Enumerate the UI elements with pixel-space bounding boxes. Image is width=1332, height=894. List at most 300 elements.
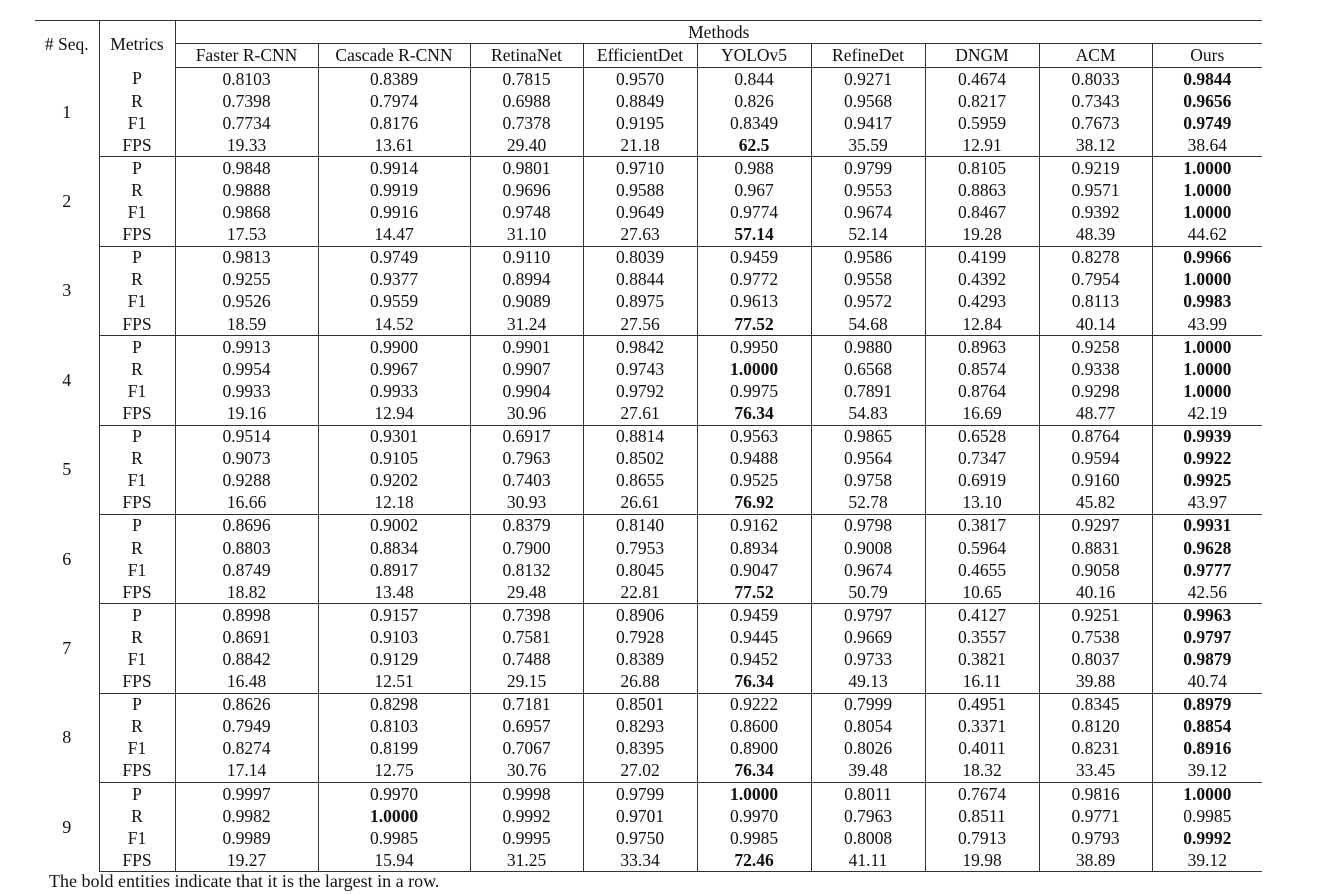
results-table [35,20,1262,872]
metric-value: 0.4392 [925,269,1039,291]
table-row [35,448,1262,470]
metric-value: 0.8105 [925,157,1039,180]
table-row [35,626,1262,648]
metric-value: 15.94 [318,849,470,872]
metric-value: 38.64 [1152,134,1262,157]
metric-label: F1 [99,559,175,581]
metric-value: 0.9771 [1039,805,1152,827]
metric-value: 0.9103 [318,626,470,648]
table-row [35,514,1262,537]
metric-label: FPS [99,134,175,157]
method-header-ours: Ours [1152,44,1262,68]
table-row [35,783,1262,806]
metric-value: 0.8008 [811,827,925,849]
metric-value: 0.8764 [925,380,1039,402]
metric-value: 0.9772 [697,269,811,291]
metric-value: 0.8502 [583,448,697,470]
metric-value: 0.8349 [697,112,811,134]
metric-value: 0.4011 [925,738,1039,760]
metric-value: 0.9073 [175,448,318,470]
metric-value: 0.9669 [811,626,925,648]
table-row [35,537,1262,559]
metric-value: 40.16 [1039,581,1152,604]
metric-value: 0.8963 [925,336,1039,359]
sequence-number: 9 [35,783,99,872]
metric-value: 52.78 [811,492,925,515]
metric-value: 62.5 [697,134,811,157]
table-row [35,470,1262,492]
sequence-group-3 [35,246,1262,335]
metric-value: 0.9157 [318,604,470,627]
metric-value: 0.9445 [697,626,811,648]
metric-value: 38.89 [1039,849,1152,872]
metric-value: 17.53 [175,224,318,247]
metric-value: 13.61 [318,134,470,157]
metric-value: 0.9202 [318,470,470,492]
metric-value: 1.0000 [1183,358,1232,379]
metric-value: 0.9571 [1039,179,1152,201]
metric-value: 0.9649 [583,202,697,224]
metric-value: 0.9392 [1039,202,1152,224]
metric-value: 0.8389 [318,68,470,91]
table-header [35,21,1262,68]
metric-value: 30.96 [470,402,583,425]
metric-value: 0.6957 [470,716,583,738]
metric-value: 1.0000 [697,358,811,380]
metric-value: 0.9553 [811,179,925,201]
metric-value: 12.18 [318,492,470,515]
metric-value: 27.02 [583,760,697,783]
metric-label: FPS [99,760,175,783]
metric-value: 0.9966 [1183,247,1232,268]
metric-value: 0.8199 [318,738,470,760]
metric-label: F1 [99,291,175,313]
metric-value: 0.9816 [1039,783,1152,806]
table-row [35,402,1262,425]
metric-value: 0.9748 [470,202,583,224]
metric-value: 26.61 [583,492,697,515]
metric-value: 0.8844 [583,269,697,291]
metric-value: 0.9813 [175,246,318,269]
metric-value: 0.9297 [1039,514,1152,537]
metric-value: 27.56 [583,313,697,336]
metric-value: 0.8293 [583,716,697,738]
metric-value: 0.9674 [811,202,925,224]
metric-value: 0.9933 [175,380,318,402]
metric-value: 16.69 [925,402,1039,425]
metric-value: 0.9710 [583,157,697,180]
metric-value: 0.9844 [1183,68,1232,89]
metric-value: 0.9933 [318,380,470,402]
sequence-number: 2 [35,157,99,246]
metric-value: 0.7891 [811,380,925,402]
metric-value: 0.967 [697,179,811,201]
metric-value: 31.10 [470,224,583,247]
metric-value: 0.9129 [318,648,470,670]
metric-value: 0.8696 [175,514,318,537]
metric-label: P [99,246,175,269]
metric-value: 0.8345 [1039,693,1152,716]
metric-value: 35.59 [811,134,925,157]
metric-value: 42.56 [1152,581,1262,604]
metric-value: 0.8113 [1039,291,1152,313]
metric-value: 14.52 [318,313,470,336]
metric-value: 57.14 [697,224,811,247]
table-row [35,738,1262,760]
metric-value: 0.9526 [175,291,318,313]
metric-value: 0.8231 [1039,738,1152,760]
metric-value: 0.7378 [470,112,583,134]
metric-value: 0.9798 [811,514,925,537]
metric-value: 0.9774 [697,202,811,224]
metric-value: 0.6528 [925,425,1039,448]
metric-label: F1 [99,380,175,402]
metric-value: 39.88 [1039,671,1152,694]
metric-value: 0.8900 [697,738,811,760]
metric-value: 31.25 [470,849,583,872]
metric-value: 1.0000 [1183,157,1232,178]
sequence-number: 1 [35,68,99,157]
table-row [35,492,1262,515]
metric-value: 0.5964 [925,537,1039,559]
metric-value: 0.7538 [1039,626,1152,648]
metric-label: R [99,90,175,112]
metric-value: 0.8626 [175,693,318,716]
metric-value: 0.8764 [1039,425,1152,448]
metric-label: FPS [99,581,175,604]
metric-value: 0.9963 [1183,604,1232,625]
metric-value: 0.9417 [811,112,925,134]
metric-value: 54.68 [811,313,925,336]
metric-value: 0.4674 [925,68,1039,91]
metric-value: 0.8467 [925,202,1039,224]
metric-value: 0.8854 [1183,716,1232,737]
metric-value: 0.9970 [318,783,470,806]
metric-value: 0.9656 [1183,90,1232,111]
metric-value: 0.9970 [697,805,811,827]
table-row [35,90,1262,112]
metric-value: 0.9110 [470,246,583,269]
metric-value: 0.7488 [470,648,583,670]
metric-value: 0.8834 [318,537,470,559]
metric-value: 0.7343 [1039,90,1152,112]
metric-value: 0.7974 [318,90,470,112]
metric-value: 0.9842 [583,336,697,359]
metric-value: 0.9525 [697,470,811,492]
metric-value: 44.62 [1152,224,1262,247]
metric-value: 0.9868 [175,202,318,224]
table-row [35,805,1262,827]
metric-value: 0.8934 [697,537,811,559]
metric-value: 0.9913 [175,336,318,359]
sequence-number: 5 [35,425,99,514]
sequence-group-5 [35,425,1262,514]
metric-value: 0.8842 [175,648,318,670]
method-header-acm: ACM [1039,44,1152,68]
metric-value: 0.9559 [318,291,470,313]
metric-value: 0.9047 [697,559,811,581]
metric-value: 43.99 [1152,313,1262,336]
sequence-group-6 [35,514,1262,603]
metric-value: 0.8140 [583,514,697,537]
metric-value: 0.9998 [470,783,583,806]
metric-label: P [99,783,175,806]
metric-label: F1 [99,202,175,224]
metric-value: 12.94 [318,402,470,425]
metric-value: 0.9983 [1183,291,1232,312]
metric-value: 0.7734 [175,112,318,134]
metric-value: 0.8691 [175,626,318,648]
metric-value: 0.7999 [811,693,925,716]
metric-value: 0.8395 [583,738,697,760]
metric-value: 0.8863 [925,179,1039,201]
metric-value: 0.9488 [697,448,811,470]
metric-value: 13.48 [318,581,470,604]
metric-value: 0.9588 [583,179,697,201]
metric-value: 0.9985 [1183,805,1232,826]
metric-value: 0.9002 [318,514,470,537]
metric-value: 0.8037 [1039,648,1152,670]
metric-value: 0.9195 [583,112,697,134]
metric-value: 0.9288 [175,470,318,492]
metric-value: 0.8831 [1039,537,1152,559]
table-footnote: The bold entities indicate that it is the largest in a row. [49,871,440,891]
metric-value: 0.9919 [318,179,470,201]
metric-value: 0.9008 [811,537,925,559]
metric-value: 0.9586 [811,246,925,269]
metric-value: 26.88 [583,671,697,694]
metric-label: FPS [99,313,175,336]
metric-value: 0.8501 [583,693,697,716]
metric-value: 0.8979 [1183,694,1232,715]
metric-value: 0.9880 [811,336,925,359]
metric-value: 40.74 [1152,671,1262,694]
metric-value: 0.9888 [175,179,318,201]
metric-label: F1 [99,738,175,760]
metric-value: 0.9954 [175,358,318,380]
metric-value: 0.9992 [470,805,583,827]
metric-value: 0.9797 [811,604,925,627]
table-row [35,179,1262,201]
method-header-efficientdet: EfficientDet [583,44,697,68]
metric-value: 0.8574 [925,358,1039,380]
metric-label: FPS [99,492,175,515]
metric-value: 0.8026 [811,738,925,760]
metric-value: 76.34 [697,402,811,425]
metric-value: 0.9298 [1039,380,1152,402]
metric-value: 54.83 [811,402,925,425]
table-row [35,291,1262,313]
metric-value: 0.7815 [470,68,583,91]
metric-value: 50.79 [811,581,925,604]
metric-value: 27.61 [583,402,697,425]
metric-label: R [99,716,175,738]
metric-value: 0.988 [697,157,811,180]
metric-value: 0.9907 [470,358,583,380]
metric-label: F1 [99,648,175,670]
metric-value: 76.92 [697,492,811,515]
table-row [35,716,1262,738]
metric-value: 0.8814 [583,425,697,448]
metric-value: 0.3557 [925,626,1039,648]
table-row [35,760,1262,783]
table-row [35,157,1262,180]
metric-value: 39.12 [1152,849,1262,872]
table-row [35,581,1262,604]
metric-value: 21.18 [583,134,697,157]
metric-value: 0.9904 [470,380,583,402]
metric-label: P [99,693,175,716]
table-row [35,849,1262,872]
metrics-header: Metrics [99,21,175,68]
metric-value: 0.9514 [175,425,318,448]
metric-label: P [99,157,175,180]
metric-value: 0.4951 [925,693,1039,716]
metric-value: 19.16 [175,402,318,425]
metric-value: 0.8916 [1183,738,1232,759]
metric-value: 19.28 [925,224,1039,247]
metric-value: 0.8975 [583,291,697,313]
metric-value: 0.7581 [470,626,583,648]
metric-value: 0.826 [697,90,811,112]
metric-value: 0.8849 [583,90,697,112]
metric-value: 0.8379 [470,514,583,537]
metric-value: 19.27 [175,849,318,872]
metric-value: 12.75 [318,760,470,783]
metric-value: 18.82 [175,581,318,604]
metric-value: 12.84 [925,313,1039,336]
metric-value: 0.8011 [811,783,925,806]
metric-value: 12.91 [925,134,1039,157]
seq-header: # Seq. [35,21,99,68]
metric-value: 18.59 [175,313,318,336]
metric-value: 0.9271 [811,68,925,91]
metric-value: 0.9222 [697,693,811,716]
metric-value: 0.7398 [470,604,583,627]
metric-value: 12.51 [318,671,470,694]
metric-value: 0.8511 [925,805,1039,827]
metric-value: 1.0000 [1183,180,1232,201]
metric-value: 16.11 [925,671,1039,694]
metric-value: 0.9900 [318,336,470,359]
metric-value: 0.9162 [697,514,811,537]
methods-header: Methods [175,21,1262,44]
sequence-group-9 [35,783,1262,872]
metric-value: 29.15 [470,671,583,694]
metric-value: 0.9792 [583,380,697,402]
table-row [35,380,1262,402]
method-header-faster-r-cnn: Faster R-CNN [175,44,318,68]
metric-value: 0.8274 [175,738,318,760]
sequence-group-7 [35,604,1262,693]
method-header-retinanet: RetinaNet [470,44,583,68]
metric-value: 0.8045 [583,559,697,581]
metric-value: 31.24 [470,313,583,336]
metric-value: 43.97 [1152,492,1262,515]
metric-value: 0.9777 [1183,559,1232,580]
metric-value: 42.19 [1152,402,1262,425]
metric-value: 72.46 [697,849,811,872]
method-header-refinedet: RefineDet [811,44,925,68]
metric-value: 1.0000 [318,805,470,827]
metric-value: 41.11 [811,849,925,872]
metric-value: 0.9901 [470,336,583,359]
metric-value: 22.81 [583,581,697,604]
table-row [35,827,1262,849]
metric-value: 0.9160 [1039,470,1152,492]
metric-value: 0.8655 [583,470,697,492]
metric-value: 0.7067 [470,738,583,760]
metric-value: 0.9750 [583,827,697,849]
metric-value: 30.93 [470,492,583,515]
metric-value: 0.9594 [1039,448,1152,470]
metric-value: 0.8917 [318,559,470,581]
table-row [35,134,1262,157]
metric-value: 0.7949 [175,716,318,738]
metric-value: 0.5959 [925,112,1039,134]
metric-value: 0.7403 [470,470,583,492]
metric-value: 0.8278 [1039,246,1152,269]
table-row [35,604,1262,627]
metric-value: 0.8132 [470,559,583,581]
metric-value: 16.48 [175,671,318,694]
metric-value: 30.76 [470,760,583,783]
metric-value: 0.9925 [1183,470,1232,491]
metric-value: 0.9985 [697,827,811,849]
metric-value: 0.9922 [1183,448,1232,469]
metric-value: 0.9613 [697,291,811,313]
metric-label: R [99,179,175,201]
metric-value: 0.8054 [811,716,925,738]
metric-value: 77.52 [697,313,811,336]
table-row [35,425,1262,448]
sequence-group-4 [35,336,1262,425]
metric-value: 0.9939 [1183,426,1232,447]
metric-value: 0.8906 [583,604,697,627]
metric-value: 0.9865 [811,425,925,448]
metric-label: F1 [99,470,175,492]
metric-value: 0.6919 [925,470,1039,492]
metric-value: 0.9089 [470,291,583,313]
metric-value: 0.8103 [175,68,318,91]
metric-label: FPS [99,402,175,425]
metric-value: 0.9558 [811,269,925,291]
metric-value: 16.66 [175,492,318,515]
metric-value: 0.9982 [175,805,318,827]
metric-value: 0.9992 [1183,827,1232,848]
metric-value: 0.9568 [811,90,925,112]
metric-value: 0.7954 [1039,269,1152,291]
metric-value: 0.7963 [811,805,925,827]
metric-value: 52.14 [811,224,925,247]
metric-value: 38.12 [1039,134,1152,157]
metric-value: 0.9251 [1039,604,1152,627]
metric-label: FPS [99,224,175,247]
metric-value: 0.9701 [583,805,697,827]
metric-value: 0.7928 [583,626,697,648]
metric-value: 0.8600 [697,716,811,738]
metric-value: 1.0000 [1183,202,1232,223]
metric-value: 17.14 [175,760,318,783]
metric-label: F1 [99,112,175,134]
metric-value: 0.8994 [470,269,583,291]
metric-value: 0.6917 [470,425,583,448]
metric-value: 0.7674 [925,783,1039,806]
metric-value: 0.9743 [583,358,697,380]
metric-value: 1.0000 [1183,269,1232,290]
metric-value: 0.9989 [175,827,318,849]
metric-value: 0.7963 [470,448,583,470]
